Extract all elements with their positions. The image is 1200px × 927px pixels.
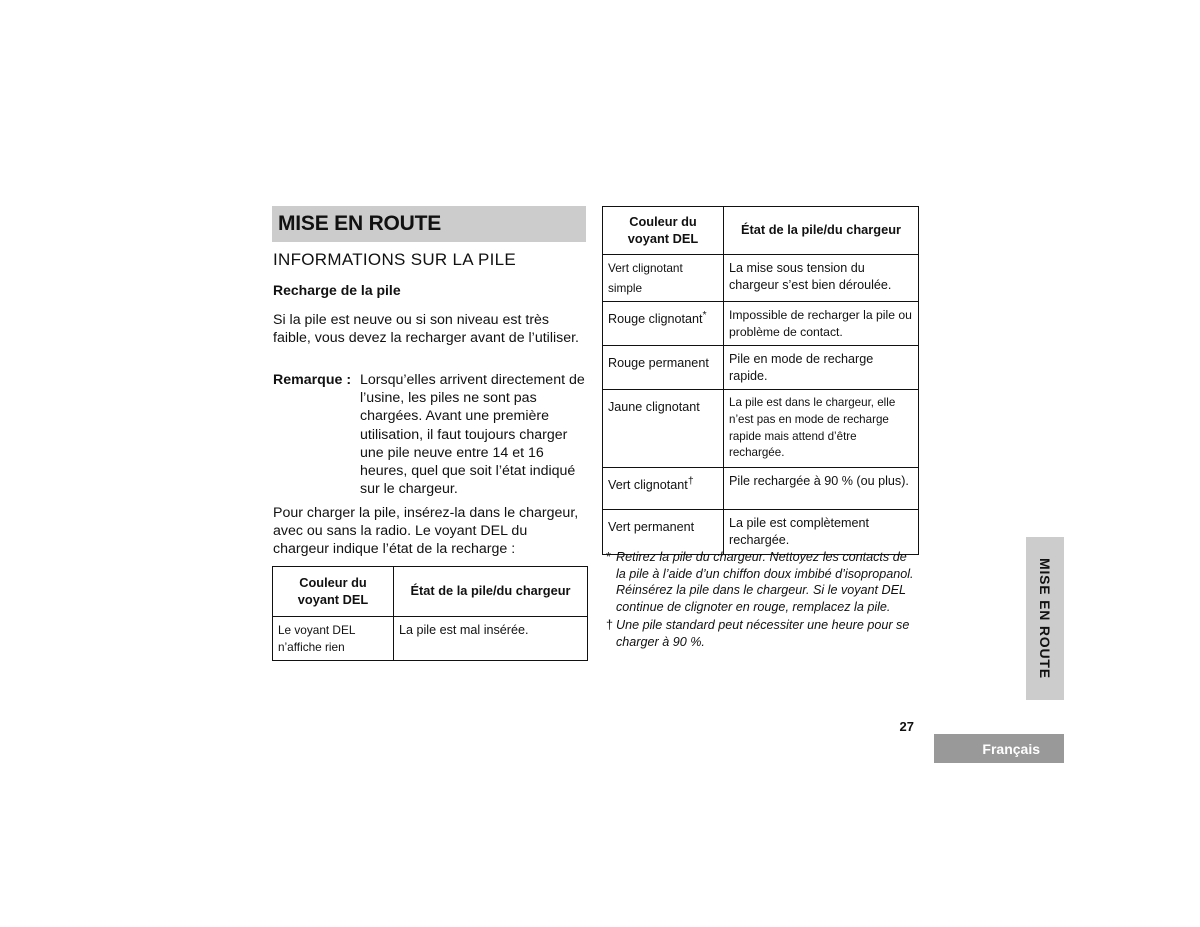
footnote-text: Retirez la pile du chargeur. Nettoyez les contacts de la pile à l’aide d’un chiffon doux imbibé d’isopropanol. Réinsérez la pile dans le chargeur. Si le voyant DEL continue de clignoter en rouge, remplacez la pile. bbox=[616, 550, 914, 614]
remark-text: Lorsqu’elles arrivent directement de l’usine, les piles ne sont pas chargées. Avant une première utilisation, il faut toujours charger une pile neuve entre 14 et 16 heures, quel que soit l’état indiqué sur le chargeur. bbox=[360, 372, 585, 498]
table-row bbox=[603, 255, 919, 302]
table-header-row bbox=[273, 567, 588, 617]
table-row bbox=[603, 468, 919, 510]
section-title: MISE EN ROUTE bbox=[278, 212, 442, 235]
footnote bbox=[606, 549, 918, 615]
intro-paragraph: Si la pile est neuve ou si son niveau est très faible, vous devez la recharger avant de l’utiliser. bbox=[273, 312, 579, 347]
header-battery-state: État de la pile/du chargeur bbox=[724, 207, 919, 255]
header-battery-state: État de la pile/du chargeur bbox=[394, 567, 588, 617]
heading-battery-info: INFORMATIONS SUR LA PILE bbox=[273, 250, 517, 269]
cell-led-color: Rouge permanent bbox=[603, 346, 724, 390]
cell-led-color: Vert clignotant simple bbox=[603, 255, 724, 302]
cell-battery-state: La mise sous tension du chargeur s’est bien déroulée. bbox=[724, 255, 919, 302]
table-header-row bbox=[603, 207, 919, 255]
table-row bbox=[603, 510, 919, 554]
footnote-mark: * bbox=[606, 550, 611, 564]
footnote-text: Une pile standard peut nécessiter une heure pour se charger à 90 %. bbox=[616, 618, 910, 649]
footnote-mark: † bbox=[606, 618, 614, 633]
cell-led-color: Rouge clignotant* bbox=[603, 302, 724, 346]
table-row bbox=[273, 617, 588, 661]
table-row bbox=[603, 346, 919, 390]
section-banner bbox=[272, 206, 586, 242]
cell-led-color: Vert clignotant† bbox=[603, 468, 724, 510]
cell-led-color: Vert permanent bbox=[603, 510, 724, 554]
chapter-side-tab-label: MISE EN ROUTE bbox=[1037, 558, 1053, 679]
header-led-color: Couleur du voyant DEL bbox=[273, 567, 394, 617]
cell-led-color: Jaune clignotant bbox=[603, 390, 724, 468]
led-table-status bbox=[602, 206, 919, 555]
footnote-ref: † bbox=[687, 475, 694, 488]
table-row bbox=[603, 390, 919, 468]
cell-battery-state: La pile est dans le chargeur, elle n’est pas en mode de recharge rapide mais attend d’être rechargée. bbox=[724, 390, 919, 468]
cell-battery-state: La pile est mal insérée. bbox=[394, 617, 588, 661]
cell-battery-state: Impossible de recharger la pile ou problème de contact. bbox=[724, 302, 919, 346]
footnote-ref: * bbox=[702, 309, 707, 322]
cell-led-color: Le voyant DEL n’affiche rien bbox=[273, 617, 394, 661]
language-tab: Français bbox=[934, 734, 1064, 763]
cell-battery-state: Pile rechargée à 90 % (ou plus). bbox=[724, 468, 919, 510]
charge-paragraph: Pour charger la pile, insérez-la dans le chargeur, avec ou sans la radio. Le voyant DEL du chargeur indique l’état de la recharge : bbox=[273, 505, 579, 558]
remark-label: Remarque : bbox=[273, 372, 352, 388]
footnotes bbox=[606, 549, 918, 653]
chapter-side-tab bbox=[1026, 537, 1064, 700]
cell-battery-state: Pile en mode de recharge rapide. bbox=[724, 346, 919, 390]
cell-battery-state: La pile est complètement rechargée. bbox=[724, 510, 919, 554]
header-led-color: Couleur du voyant DEL bbox=[603, 207, 724, 255]
page-number: 27 bbox=[899, 719, 914, 734]
footnote bbox=[606, 617, 918, 650]
heading-battery-charging: Recharge de la pile bbox=[273, 282, 401, 298]
table-row bbox=[603, 302, 919, 346]
led-table-small bbox=[272, 566, 588, 661]
